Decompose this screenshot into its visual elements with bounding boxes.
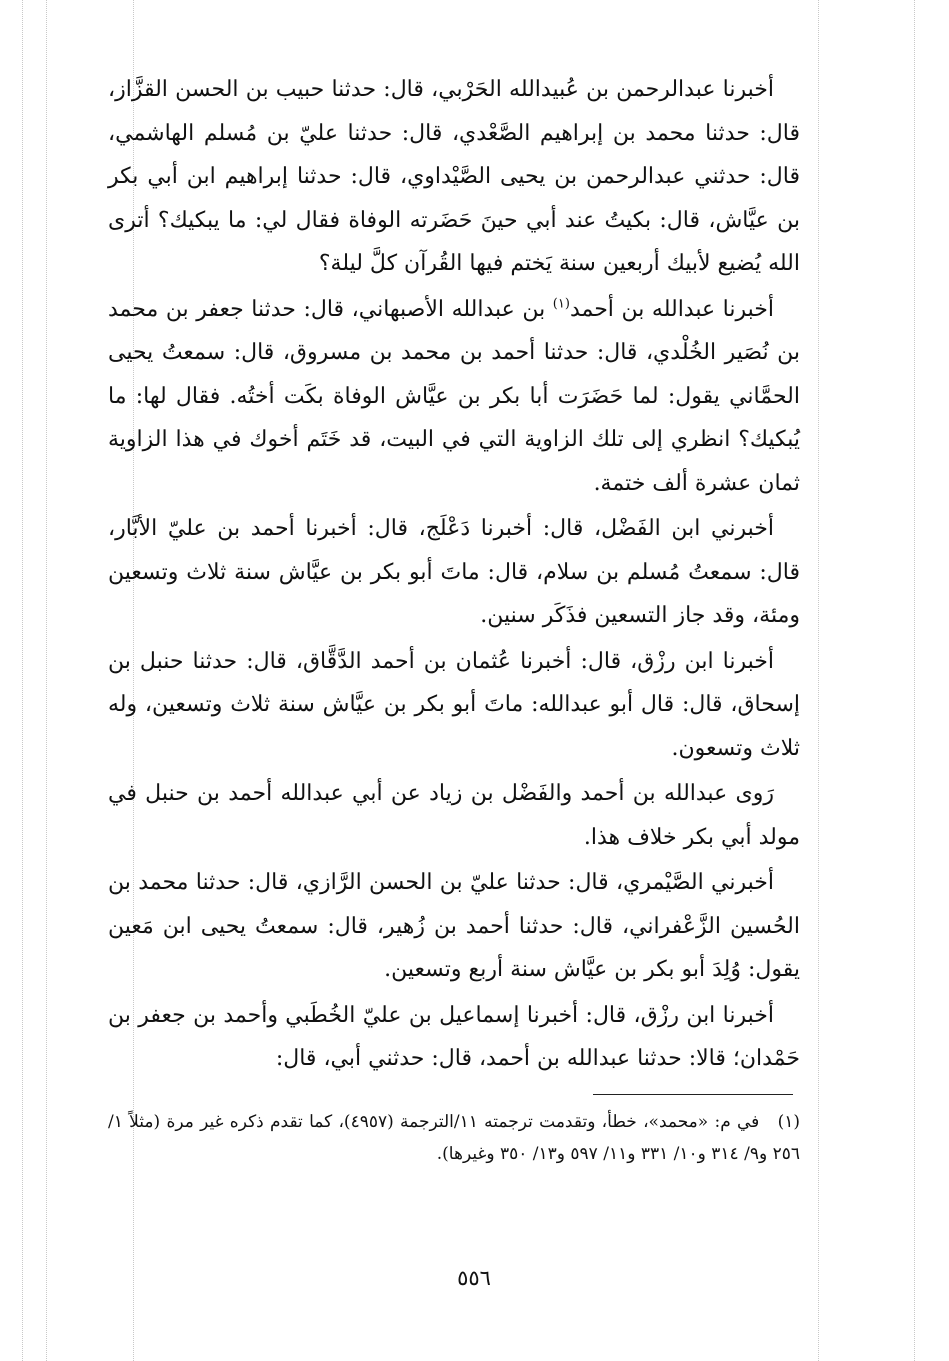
paragraph-6: أخبرني الصَّيْمري، قال: حدثنا عليّ بن الحسن الرَّازي، قال: حدثنا محمد بن الحُسين الزَّعْفراني، قال: حدثنا أحمد بن زُهير، قال: سمعتُ يحيى ابن مَعين يقول: وُلِدَ أبو بكر بن عيَّاش سنة أربع وتسعين.: [108, 870, 800, 982]
scan-artifact-line: [22, 0, 23, 1361]
paragraph-7: أخبرنا ابن رزْق، قال: أخبرنا إسماعيل بن عليّ الخُطَبي وأحمد بن جعفر بن حَمْدان؛ قالا: حدثنا عبدالله بن أحمد، قال: حدثني أبي، قال:: [108, 1002, 800, 1071]
footnote-text: في م: «محمد»، خطأ، وتقدمت ترجمته ١١/الترجمة (٤٩٥٧)، كما تقدم ذكره غير مرة (مثلاً ١/ ٢٥٦ و٩/ ٣١٤ و١٠/ ٣٣١ و١١/ ٥٩٧ و١٣/ ٣٥٠ وغيرها).: [108, 1112, 800, 1164]
main-text: [108, 68, 800, 1083]
paragraph-2: [108, 288, 800, 506]
scan-artifact-line: [914, 0, 915, 1361]
paragraph-5: رَوى عبدالله بن أحمد والفَضْل بن زياد عن أبي عبدالله أحمد بن حنبل في مولد أبي بكر خلاف هذا.: [108, 781, 800, 850]
paragraph-3: أخبرني ابن الفَضْل، قال: أخبرنا دَعْلَج، قال: أخبرنا أحمد بن عليّ الأبَّار، قال: سمعتُ مُسلم بن سلام، قال: ماتَ أبو بكر بن عيَّاش سنة ثلاث وتسعين ومئة، وقد جاز التسعين فذَكَر سنين.: [108, 516, 800, 628]
footnote-number: (١): [777, 1112, 800, 1132]
paragraph-1: أخبرنا عبدالرحمن بن عُبيدالله الحَرْبي، قال: حدثنا حبيب بن الحسن القزَّاز، قال: حدثنا محمد بن إبراهيم الصَّعْدي، قال: حدثنا عليّ بن مُسلم الهاشمي، قال: حدثني عبدالرحمن بن يحيى الصَّيْداوي، قال: حدثنا إبراهيم ابن أبي بكر بن عيَّاش، قال: بكيتُ عند أبي حينَ حَضَرته الوفاة فقال لي: ما يبكيك؟ أترى الله يُضيع لأبيك أربعين سنة يَختم فيها القُرآن كلَّ ليلة؟: [108, 77, 800, 276]
paragraph-2-tail: بن عبدالله الأصبهاني، قال: حدثنا جعفر بن محمد بن نُصَير الخُلْدي، قال: حدثنا أحمد بن محمد بن مسروق، قال: سمعتُ يحيى الحمَّاني يقول: لما حَضَرَت أبا بكر بن عيَّاش الوفاة بكَت أختُه. فقال لها: ما يُبكيك؟ انظري إلى تلك الزاوية التي في البيت، قد خَتَم أخوك في هذا الزاوية ثمان عشرة ألف ختمة.: [108, 296, 800, 496]
footnote-separator: [593, 1094, 793, 1095]
paragraph-4: أخبرنا ابن رزْق، قال: أخبرنا عُثمان بن أحمد الدَّقَّاق، قال: حدثنا حنبل بن إسحاق، قال: قال أبو عبدالله: ماتَ أبو بكر بن عيَّاش سنة ثلاث وتسعين، وله ثلاث وتسعون.: [108, 648, 800, 761]
scan-artifact-line: [818, 0, 819, 1361]
scan-artifact-line: [46, 0, 47, 1361]
page-number: ٥٥٦: [457, 1266, 491, 1290]
paragraph-2-head: أخبرنا عبدالله بن أحمد: [569, 296, 774, 322]
footnote: [108, 1106, 800, 1170]
footnote-reference[interactable]: (١): [552, 296, 570, 312]
